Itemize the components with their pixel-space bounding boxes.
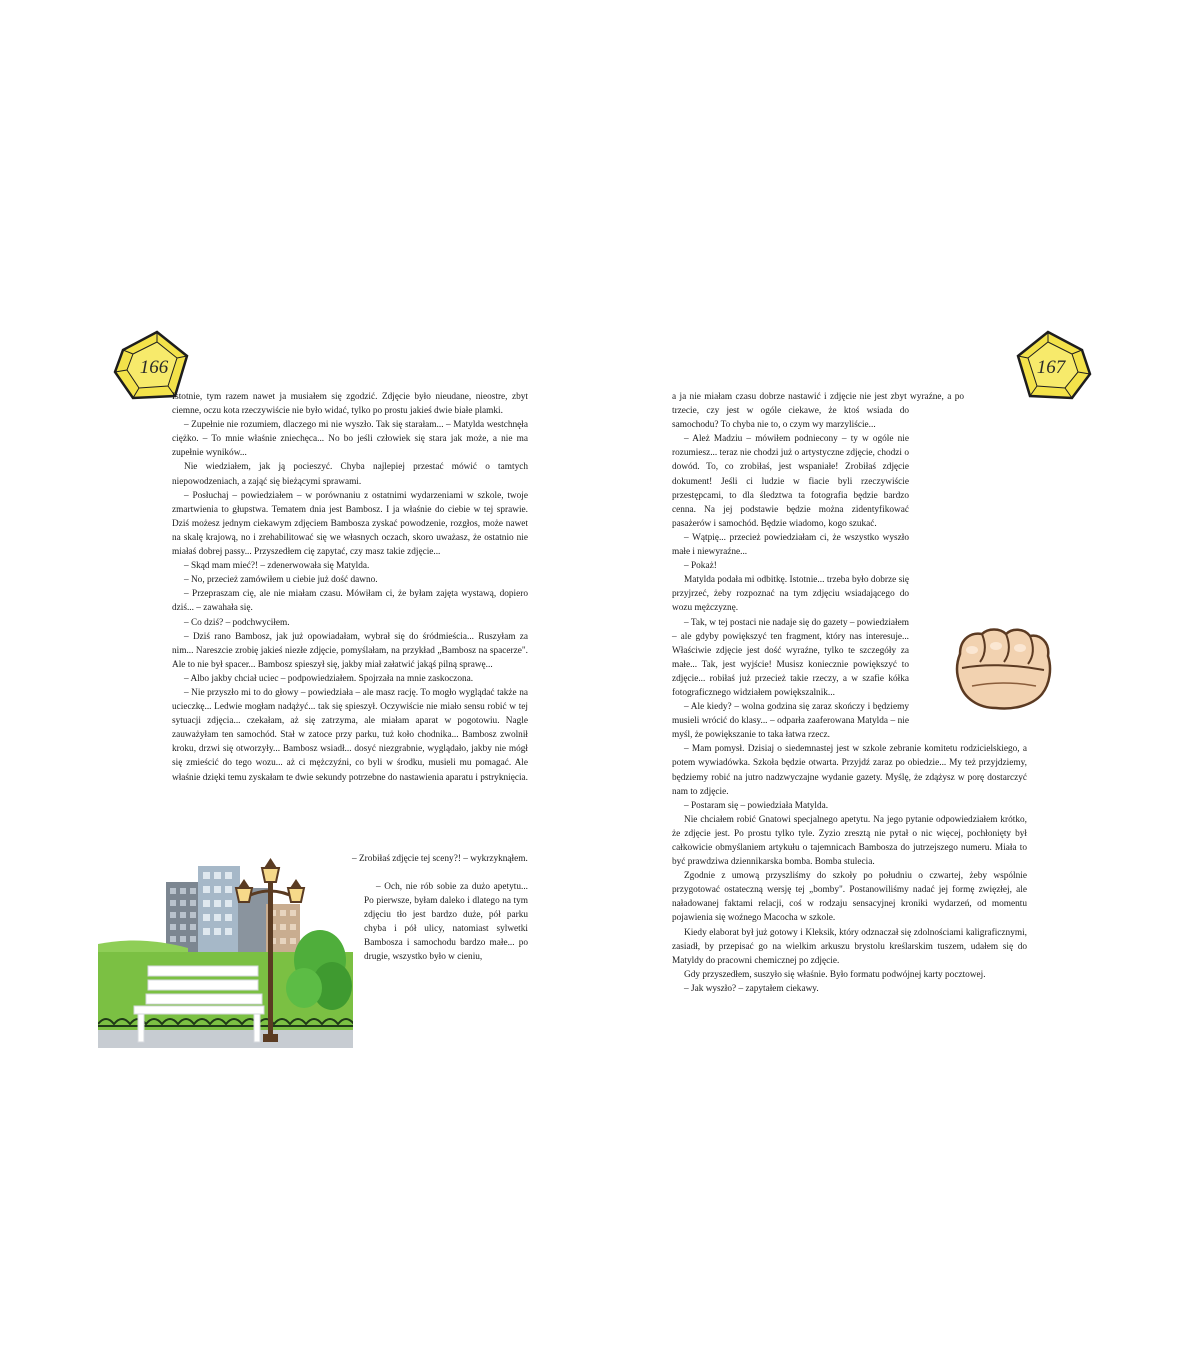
left-page-text xyxy=(172,390,528,785)
paragraph: – Tak, w tej postaci nie nadaje się do gazety – powiedziałem – ale gdyby powiększyć ten fragment, który nas interesuje... Właściwie zdjęcie jest dość wyraźne, tylko te szczegóły za małe... Tak, jest wyjście! Musisz koniecznie powiększyć to zdjęcie... robiłaś już przecież takie rzeczy, a w szafie kółka fotograficznego widziałem powiększalnik... xyxy=(672,617,909,698)
paragraph: – Pokaż! xyxy=(684,561,717,572)
fist-illustration xyxy=(952,624,1054,712)
left-page-text-tail xyxy=(340,852,528,866)
paragraph: – Posłuchaj – powiedziałem – w porównaniu z ostatnimi wydarzeniami w szkole, twoje zmartwienia to głupstwa. Tematem dnia jest Bambosz. I ja właśnie do ciebie w tej sprawie. Dziś możesz jednym ciekawym zdjęciem Bambosza zyskać powodzenie, rozgłos, może nawet na skalę krajową, no i zrehabilitować się we własnych oczach, skoro uważasz, że ostatnio nie miałaś dobrej passy... Przyszedłem cię zapytać, czy masz takie zdjęcie... xyxy=(172,490,528,558)
paragraph: Nie wiedziałem, jak ją pocieszyć. Chyba najlepiej przestać mówić o tamtych niepowodzeniach, a zająć się bieżącymi sprawami. xyxy=(172,462,528,487)
paragraph: – Skąd mam mieć?! – zdenerwowała się Matylda. xyxy=(184,561,370,572)
paragraph: a ja nie miałam czasu dobrze nastawić i zdjęcie nie jest zbyt wyraźne, a po trzecie, czy jest w ogóle ciekawe, że ktoś wsiada do samochodu? To chyba nie to, o czym wy marzyliście... xyxy=(672,392,964,431)
paragraph: Gdy przyszedłem, suszyło się właśnie. Było formatu podwójnej karty pocztowej. xyxy=(684,969,986,980)
paragraph: – Zrobiłaś zdjęcie tej sceny?! – wykrzyknąłem. xyxy=(352,854,528,864)
paragraph: – No, przecież zamówiłem u ciebie już dość dawno. xyxy=(184,575,378,586)
page-number-right: 167 xyxy=(1036,357,1066,378)
paragraph: Istotnie, tym razem nawet ja musiałem się zgodzić. Zdjęcie było nieudane, nieostre, zbyt ciemne, oczu kota rzeczywiście nie było widać, tylko po prostu jakieś dwie białe plamki. xyxy=(172,392,528,417)
paragraph: Nie chciałem robić Gnatowi specjalnego apetytu. Na jego pytanie odpowiedziałem krótko, że zdjęcie jest. Po prostu tylko tyle. Zyzio zresztą nie pytał o nic więcej, pochłonięty był całkowicie obmyślaniem artykułu o tajemnicach Bambosza do jutrzejszego numeru. Miała to być prawdziwa dziennikarska bomba. Bomba stulecia. xyxy=(672,814,1027,868)
page-number-left: 166 xyxy=(139,357,169,378)
paragraph: – Przepraszam cię, ale nie miałam czasu. Mówiłam ci, że byłam zajęta wystawą, dopiero dziś... – zawahała się. xyxy=(172,589,528,614)
paragraph: – Zupełnie nie rozumiem, dlaczego mi nie wyszło. Tak się starałam... – Matylda westchnęła ciężko. – To mnie właśnie zniechęca... No bo jeśli człowiek się stara jak może, a nie ma zupełnie wyników... xyxy=(172,420,528,459)
park-illustration xyxy=(98,848,353,1048)
paragraph: – Nie przyszło mi to do głowy – powiedziała – ale masz rację. To mogło wyglądać także na ucieczkę... Ledwie mogłam nadążyć... tak się spieszył. Oczywiście nie miało sensu robić w tej sytuacji zdjęcia... czekałam, aż się zatrzyma, ale miałam aparat w pogotowiu. Nagle zauważyłam ten samochód. Stał w zatoce przy parku, tuż koło chodnika... Bambosz zwolnił kroku, drzwi się otworzyły... Bambosz wsiadł... dosyć niezgrabnie, wyglądało, jakby nie mógł się zmieścić do tego wozu... aż ci mężczyźni, co byli w środku, musieli mu pomagać. Ale właśnie dzięki temu zyskałam te dwie sekundy potrzebne do nastawienia aparatu i pstryknięcia. xyxy=(172,687,529,783)
paragraph: – Ależ Madziu – mówiłem podniecony – ty w ogóle nie rozumiesz... teraz nie chodzi już o artystyczne zdjęcie, chodzi o dowód. To, co zrobiłaś, jest wspaniałe! Zrobiłaś zdjęcie dokument! Jeśli ci ludzie w fiacie byli rzeczywiście przestępcami, to dla śledztwa ta fotografia będzie bardzo cenna. Na jej podstawie będzie można zidentyfikować pasażerów i samochód. Będzie wiadomo, kogo szukać. xyxy=(672,434,909,529)
paragraph: – Dziś rano Bambosz, jak już opowiadałam, wybrał się do śródmieścia... Ruszyłam za nim... Nareszcie zrobię jakieś niezłe zdjęcie, pomyślałam, na przykład „Bambosz na spacerze". Ale to nie był spacer... Bambosz spieszył się, jakby miał załatwić jakąś pilną sprawę... xyxy=(172,631,528,670)
fist-icon xyxy=(952,624,1054,712)
paragraph: – Co dziś? – podchwyciłem. xyxy=(184,617,290,628)
paragraph: Kiedy elaborat był już gotowy i Kleksik, który odznaczał się zdolnościami kaligraficznymi, zasiadł, by przepisać go na wielkim arkuszu brystolu kreślarskim tuszem, udałem się do Matyldy do pracowni chemicznej po zdjęcie. xyxy=(672,927,1027,966)
paragraph: – Postaram się – powiedziała Matylda. xyxy=(684,800,829,811)
left-page-text-tail-2 xyxy=(364,880,528,965)
paragraph: – Mam pomysł. Dzisiaj o siedemnastej jest w szkole zebranie komitetu rodzicielskiego, a potem wywiadówka. Szkoła będzie otwarta. Przyjdź zaraz po obiedzie... My też przyjdziemy, będziemy robić na jutro nadzwyczajne wydanie gazety. Myślę, że zdążysz w porę dostarczyć nam to zdjęcie. xyxy=(672,744,1027,797)
paragraph: – Ale kiedy? – wolna godzina się zaraz skończy i będziemy musieli wrócić do klasy... – odparła zaaferowana Matylda – nie myśl, że powiększanie to taka łatwa rzecz. xyxy=(672,702,909,741)
paragraph: – Wątpię... przecież powiedziałam ci, że wszystko wyszło małe i niewyraźne... xyxy=(672,532,909,558)
paragraph: Zgodnie z umową przyszliśmy do szkoły po południu o czwartej, żeby wspólnie przygotować ostateczną wersję tej „bomby". Postanowiliśmy nadać jej formę zwięzłej, ale naładowanej faktami relacji, coś w rodzaju sensacyjnej kroniki wydarzeń, od momentu pojawienia się woźnego Macocha w szkole. xyxy=(672,871,1027,924)
paragraph: Matylda podała mi odbitkę. Istotnie... trzeba było dobrze się przyjrzeć, żeby rozpoznać na tym zdjęciu wsiadającego do wozu mężczyznę. xyxy=(672,575,909,614)
paragraph: – Albo jakby chciał uciec – podpowiedziałem. Spojrzała na mnie zaskoczona. xyxy=(184,673,474,684)
paragraph: – Och, nie rób sobie za dużo apetytu... Po pierwsze, byłam daleko i dlatego na tym zdjęciu tło jest bardzo duże, pół parku chyba i pół ulicy, natomiast sylwetki Bambosza i samochodu bardzo małe... po drugie, wszystko było w cieniu, xyxy=(364,882,528,963)
paragraph: – Jak wyszło? – zapytałem ciekawy. xyxy=(684,983,819,994)
park-bench-lamp-illustration xyxy=(98,848,353,1048)
